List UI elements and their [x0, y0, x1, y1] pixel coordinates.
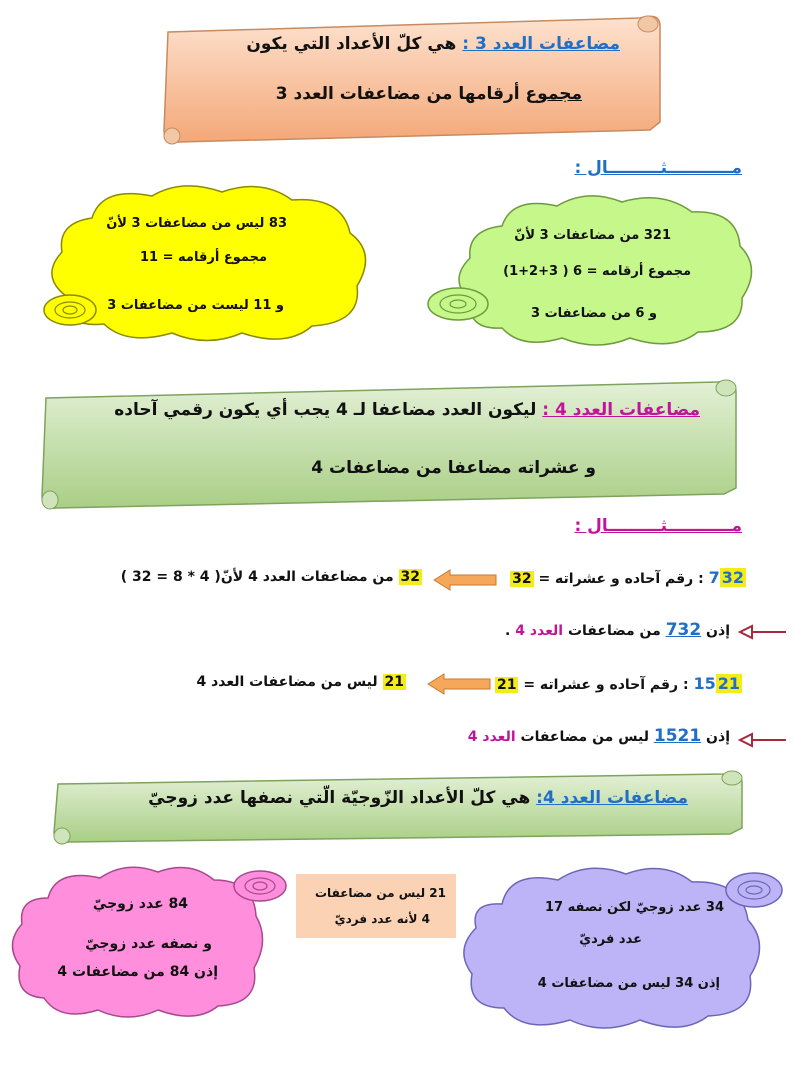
cloud-green-line1: 321 من مضاعفات 3 لأنّ	[514, 228, 671, 243]
return-arrow-icon	[738, 622, 788, 640]
scroll-banner-multiples-3	[160, 10, 670, 150]
cloud-yellow-line2: مجموع أرقامه = 11	[140, 250, 267, 265]
cloud-lavender-example-34	[458, 858, 788, 1038]
cloud-yellow-line1: 83 ليس من مضاعفات 3 لأنّ	[106, 216, 287, 231]
section4-definition-line1: ليكون العدد مضاعفا لـ 4 يجب أي يكون رقمي آحاده	[114, 400, 543, 420]
return-arrow-icon	[738, 730, 788, 748]
cloud-yellow-example-83	[32, 178, 382, 348]
conclusion1-suffix: .	[505, 623, 516, 639]
section4-example-label: مـــــــــــثـــــــــال :	[574, 516, 742, 536]
conclusion2-mid: ليس من مضاعفات	[515, 729, 654, 745]
section4b-heading: مضاعفات العدد 4:	[536, 788, 688, 808]
conclusion2-number: 1521	[653, 726, 702, 746]
section4-definition-line2: و عشراته مضاعفا من مضاعفات 4	[311, 458, 596, 478]
note-box-line1: 21 ليس من مضاعفات	[315, 886, 446, 900]
scroll-banner-multiples-4	[38, 376, 744, 514]
conclusion1-prefix: إذن	[701, 623, 730, 639]
section3-definition-line1: هي كلّ الأعداد التي يكون	[246, 34, 463, 54]
cloud-pink-line3: إذن 84 من مضاعفات 4	[57, 964, 218, 980]
ex1-number-last-two: 32	[721, 568, 744, 587]
section3-example-label: مـــــــــــثـــــــــال :	[574, 158, 742, 178]
ex2-result-number: 21	[384, 674, 404, 690]
note-box-21	[296, 874, 456, 938]
scroll-banner-even-rule	[50, 768, 750, 848]
ex1-result-number: 32	[400, 569, 420, 585]
cloud-green-example-321	[422, 186, 767, 352]
conclusion1-colored: العدد 4	[515, 623, 564, 639]
ex1-result-text: من مضاعفات العدد 4 لأنّ( 4 * 8 = 32 )	[120, 569, 399, 585]
cloud-green-line3: و 6 من مضاعفات 3	[531, 306, 657, 321]
conclusion2-prefix: إذن	[701, 729, 730, 745]
cloud-lavender-line1: 34 عدد زوجيّ لكن نصفه 17	[544, 900, 724, 915]
cloud-green-line2: مجموع أرقامه = 6 ( 3+2+1)	[503, 264, 691, 279]
section3-definition-word: مجموع	[525, 84, 582, 104]
section4b-definition: هي كلّ الأعداد الزّوجيّة الّتي نصفها عدد زوجيّ	[148, 788, 537, 808]
cloud-pink-example-84	[8, 858, 270, 1024]
ex2-description: : رقم آحاده و عشراته =	[518, 677, 694, 693]
note-box-line2: 4 لأنه عدد فرديّ	[334, 912, 430, 926]
arrow-left-icon	[426, 673, 492, 695]
arrow-left-icon	[432, 569, 498, 591]
section3-heading: مضاعفات العدد 3 :	[462, 34, 620, 54]
conclusion1-number: 732	[665, 620, 702, 640]
ex2-value: 21	[496, 677, 517, 693]
cloud-pink-line2: و نصفه عدد زوجيّ	[85, 936, 212, 952]
ex2-number-first-two: 15	[693, 674, 716, 693]
ex2-result-text: ليس من مضاعفات العدد 4	[196, 674, 383, 690]
ex1-number-hundreds: 7	[708, 568, 720, 587]
conclusion2-colored: العدد 4	[467, 729, 516, 745]
section4-heading: مضاعفات العدد 4 :	[542, 400, 700, 420]
cloud-pink-line1: 84 عدد زوجيّ	[92, 896, 188, 912]
section3-definition-line2: أرقامها من مضاعفات العدد 3	[275, 84, 526, 104]
ex1-description: : رقم آحاده و عشراته =	[533, 571, 709, 587]
cloud-lavender-line2: عدد فرديّ	[579, 932, 642, 947]
cloud-yellow-line3: و 11 ليست من مضاعفات 3	[107, 298, 284, 313]
ex1-value: 32	[512, 571, 532, 587]
ex2-number-last-two: 21	[717, 674, 740, 693]
cloud-lavender-line3: إذن 34 ليس من مضاعفات 4	[537, 976, 720, 991]
conclusion1-mid: من مضاعفات	[563, 623, 666, 639]
